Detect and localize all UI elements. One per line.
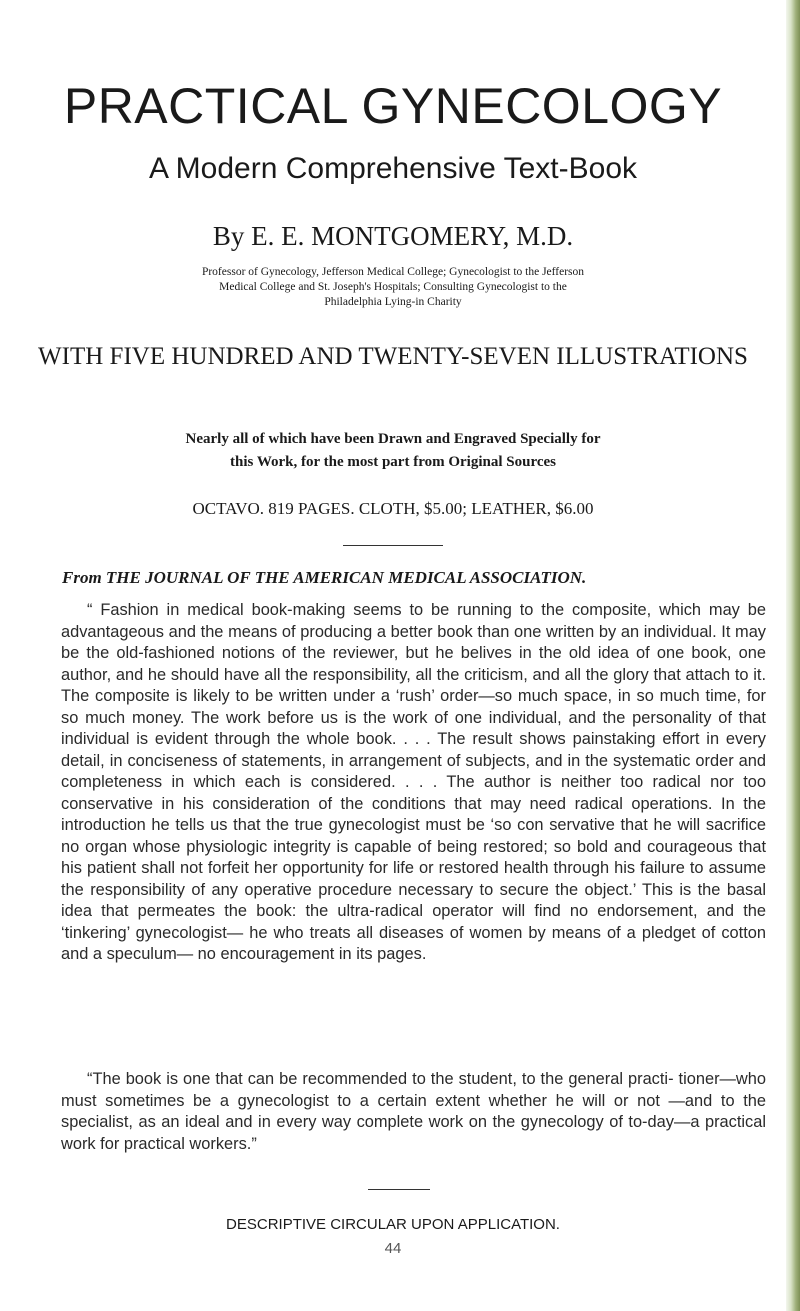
illustrations-note: Nearly all of which have been Drawn and Engraved Specially for this Work, for the most part from Original Sources <box>185 431 601 470</box>
page-edge <box>786 0 800 1311</box>
illustrations-heading: WITH FIVE HUNDRED AND TWENTY-SEVEN ILLUSTRATIONS <box>38 343 748 370</box>
review-source: From THE JOURNAL OF THE AMERICAN MEDICAL ASSOCIATION. <box>62 568 587 587</box>
page-number: 44 <box>384 1240 402 1257</box>
review-paragraph-1: “ Fashion in medical book-making seems to be running to the composite, which may be advantageous and the means of producing a better book than one written by an individual. It may be the old-fashioned notions of the reviewer, but he belives in the old idea of one book, one author, and he should have all the responsibility, all the criticism, and all the glory that attach to it. The composite is likely to be written under a ‘rush’ order—so much space, in so much time, for so much money. The work before us is the work of one individual, and the personality of that individual is evident through the whole book. . . . The result shows painstaking effort in every detail, in conciseness of statements, in arrangement of subjects, and in the systematic order and completeness in which each is considered. . . . The author is neither too radical nor too conservative in his consideration of the conditions that may need radical operations. In the introduction he tells us that the true gynecologist must be ‘so con servative that he will sacrifice no organ whose physiologic integrity is capable of being restored; so bold and courageous that his patient shall not forfeit her opportunity for life or restored health through his failure to assume the responsibility of any operative procedure necessary to secure the object.’ This is the basal idea that permeates the book: the ultra-radical operator will find no endorsement, and the ‘tinkering’ gynecologist— he who treats all diseases of women by means of a pledget of cotton and a speculum— no encouragement in its pages. <box>61 601 766 963</box>
format-price: OCTAVO. 819 PAGES. CLOTH, $5.00; LEATHER, $6.00 <box>192 499 594 518</box>
circular-note: DESCRIPTIVE CIRCULAR UPON APPLICATION. <box>226 1216 560 1233</box>
book-subtitle: A Modern Comprehensive Text-Book <box>148 152 638 185</box>
author-affiliation: Professor of Gynecology, Jefferson Medical College; Gynecologist to the Jefferson Medical College and St. Joseph's Hospitals; Consulting Gynecologist to the Philadelphia Lying-in Charity <box>201 266 585 308</box>
review-paragraph-2: “The book is one that can be recommended to the student, to the general practi- tioner—who must sometimes be a gynecologist to a certain extent whether he will or not —and to the specialist, as an ideal and in every way complete work on the gynecology of to-day—a practical work for practical workers.” <box>61 1070 766 1153</box>
divider-bottom <box>368 1189 430 1190</box>
book-author: By E. E. MONTGOMERY, M.D. <box>212 221 574 251</box>
book-title: PRACTICAL GYNECOLOGY <box>63 78 723 134</box>
divider-top <box>343 545 443 546</box>
